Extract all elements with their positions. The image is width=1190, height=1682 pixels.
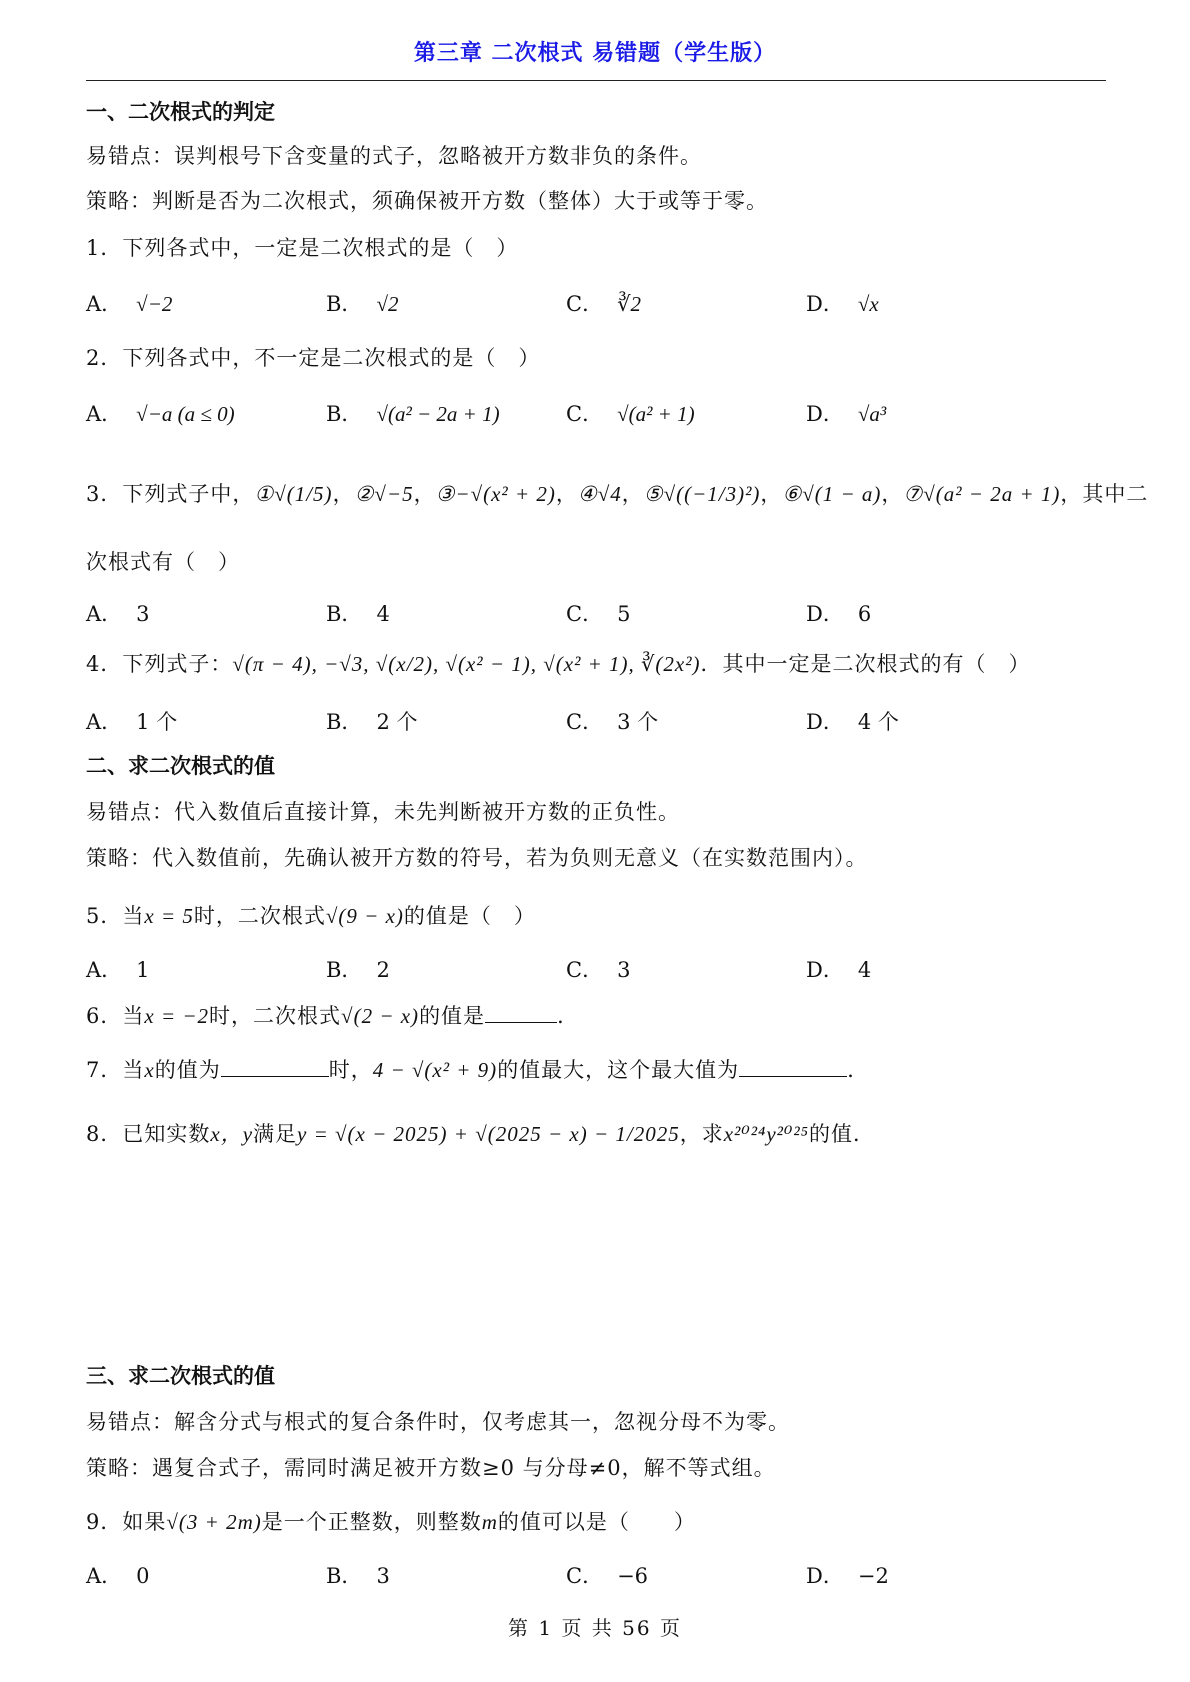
q3-item: ⑤√((−1/3)²) [643, 482, 761, 506]
option-b: B． 2 [326, 958, 390, 982]
q4-expression: √(π − 4), −√3, √(x/2), √(x² − 1), √(x² + 1), ∛(2x²) [232, 652, 701, 676]
option-d: D． 6 [806, 602, 872, 626]
question-2: 2．下列各式中，不一定是二次根式的是（ ） [86, 346, 541, 370]
option-a: A． √−2 [86, 292, 173, 316]
option-b: B． 2 个 [326, 710, 418, 734]
question-6: 6．当x = −2时，二次根式√(2 − x)的值是 ． [86, 1004, 580, 1028]
option-c: C． ∛2 [566, 292, 641, 316]
option-a: A． 1 个 [86, 710, 178, 734]
q3-item: ③−√(x² + 2) [435, 482, 556, 506]
strategy: 策略：遇复合式子，需同时满足被开方数≥0 与分母≠0，解不等式组。 [86, 1456, 776, 1480]
title-rule [86, 80, 1106, 81]
question-5-options [86, 954, 1106, 988]
question-4: 4．下列式子：√(π − 4), −√3, √(x/2), √(x² − 1), √(x² + 1), ∛(2x²)．其中一定是二次根式的有（ ） [86, 652, 1031, 676]
option-c: C． −6 [566, 1564, 649, 1588]
page-footer: 第 1 页 共 56 页 [508, 1616, 682, 1640]
section-heading: 一、二次根式的判定 [86, 100, 275, 124]
question-3-cont: 次根式有（ ） [86, 550, 240, 574]
option-c: C． √(a² + 1) [566, 402, 695, 426]
option-d: D． √x [806, 292, 879, 316]
page-title: 第三章 二次根式 易错题（学生版） [413, 41, 777, 66]
section-heading: 二、求二次根式的值 [86, 754, 275, 778]
question-9: 9．如果√(3 + 2m)是一个正整数，则整数m的值可以是（ ） [86, 1510, 696, 1534]
strategy: 策略：代入数值前，先确认被开方数的符号，若为负则无意义（在实数范围内）。 [86, 846, 868, 870]
answer-blank[interactable] [739, 1076, 847, 1077]
option-a: A． 3 [86, 602, 150, 626]
option-c: C． 5 [566, 602, 631, 626]
question-5: 5．当x = 5时，二次根式√(9 − x)的值是（ ） [86, 904, 536, 928]
answer-blank[interactable] [221, 1076, 329, 1077]
option-b: B． 4 [326, 602, 390, 626]
question-1: 1．下列各式中，一定是二次根式的是（ ） [86, 236, 519, 260]
option-d: D． −2 [806, 1564, 889, 1588]
option-c: C． 3 个 [566, 710, 659, 734]
q3-item: ①√(1/5) [254, 482, 333, 506]
strategy: 策略：判断是否为二次根式，须确保被开方数（整体）大于或等于零。 [86, 189, 768, 213]
section-heading: 三、求二次根式的值 [86, 1364, 275, 1388]
error-point: 易错点：解含分式与根式的复合条件时，仅考虑其一，忽视分母不为零。 [86, 1410, 790, 1434]
q3-item: ②√−5 [354, 482, 414, 506]
question-7: 7．当x的值为 时，4 − √(x² + 9)的值最大，这个最大值为 ． [86, 1058, 870, 1082]
question-4-options [86, 706, 1106, 740]
q3-item: ④√4 [577, 482, 622, 506]
question-3: 3．下列式子中，①√(1/5)，②√−5，③−√(x² + 2)，④√4，⑤√((−1/3)²)，⑥√(1 − a)，⑦√(a² − 2a + 1)，其中二 [86, 482, 1149, 506]
option-d: D． 4 [806, 958, 872, 982]
option-a: A． 0 [86, 1564, 150, 1588]
question-1-options [86, 288, 1106, 322]
q3-item: ⑦√(a² − 2a + 1) [903, 482, 1061, 506]
option-b: B． √2 [326, 292, 399, 316]
error-point: 易错点：误判根号下含变量的式子，忽略被开方数非负的条件。 [86, 144, 702, 168]
option-d: D． √a³ [806, 402, 887, 426]
option-a: A． √−a (a ≤ 0) [86, 402, 235, 426]
answer-blank[interactable] [485, 1022, 557, 1023]
option-c: C． 3 [566, 958, 631, 982]
q3-item: ⑥√(1 − a) [782, 482, 882, 506]
question-9-options [86, 1560, 1106, 1594]
question-8: 8．已知实数x，y满足y = √(x − 2025) + √(2025 − x) − 1/2025，求x²⁰²⁴y²⁰²⁵的值． [86, 1122, 875, 1146]
question-3-options [86, 598, 1106, 632]
error-point: 易错点：代入数值后直接计算，未先判断被开方数的正负性。 [86, 800, 680, 824]
option-b: B． 3 [326, 1564, 390, 1588]
option-a: A． 1 [86, 958, 150, 982]
question-2-options [86, 398, 1106, 432]
option-d: D． 4 个 [806, 710, 899, 734]
option-b: B． √(a² − 2a + 1) [326, 402, 500, 426]
